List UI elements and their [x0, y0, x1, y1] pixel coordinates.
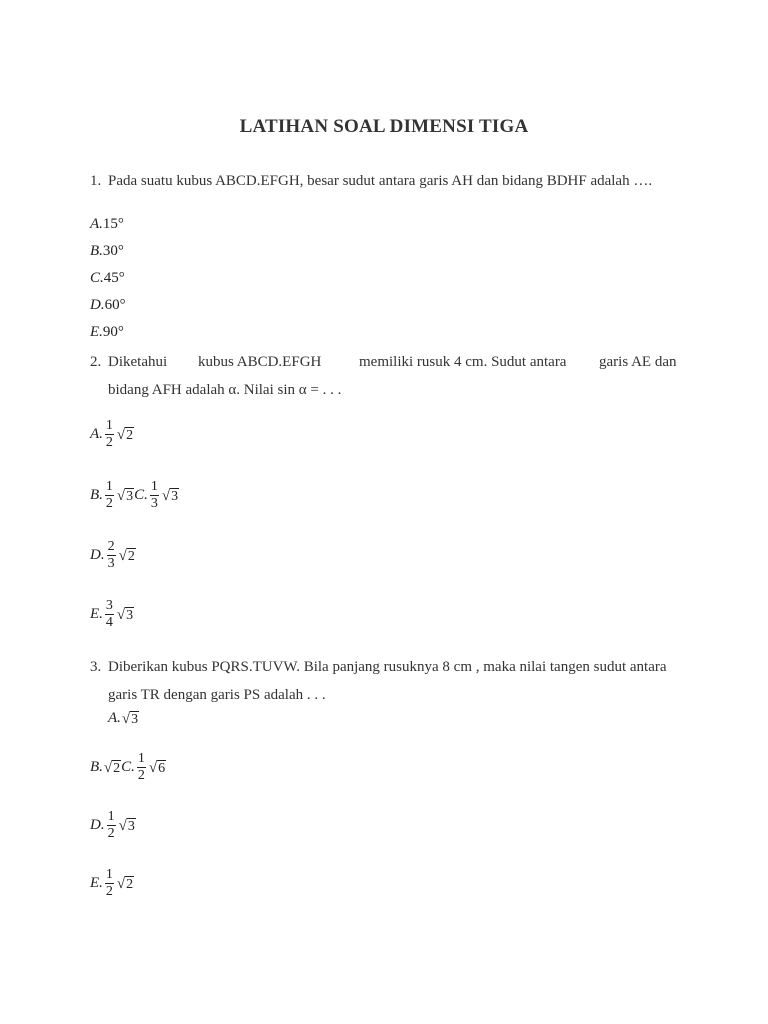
square-root: √ 3: [116, 487, 134, 504]
q2-option-e-letter: E.: [90, 606, 103, 622]
q1-option-b-letter: B.: [90, 243, 103, 259]
question-2-line-2: bidang AFH adalah α. Nilai sin α = . . .: [108, 382, 342, 398]
q2-line1-part-4: garis AE dan: [599, 354, 677, 370]
q1-option-e-value: 90°: [102, 324, 124, 340]
page-title: LATIHAN SOAL DIMENSI TIGA: [239, 116, 529, 137]
q2-option-c-letter: C.: [134, 487, 148, 503]
fraction: $\frac{1}{2}$: [137, 751, 145, 783]
q3-option-d: [90, 810, 136, 841]
q2-line1-part-1: Diketahui: [108, 354, 168, 370]
fraction: $\frac{1}{2}$: [105, 867, 113, 899]
q1-option-a-value: 15°: [102, 216, 124, 232]
square-root: √ 3: [116, 606, 134, 623]
question-2-line-1: [0, 352, 768, 372]
fraction: $\frac{1}{2}$: [105, 418, 113, 450]
q2-option-b-c: [90, 480, 179, 511]
fraction: $\frac{1}{2}$: [107, 809, 115, 841]
square-root: √ 3: [118, 817, 135, 834]
q1-option-e-letter: E.: [90, 324, 103, 340]
question-1-number: 1.: [90, 173, 102, 189]
fraction: $\frac{2}{3}$: [107, 539, 115, 571]
fraction: $\frac{1}{3}$: [150, 479, 158, 511]
q3-option-b-letter: B.: [90, 759, 103, 775]
q3-option-e-letter: E.: [90, 875, 103, 891]
q1-option-c: [90, 270, 125, 287]
square-root: √ 3: [161, 487, 179, 504]
question-2-number: 2.: [90, 354, 102, 370]
square-root: √ 3: [121, 710, 139, 727]
q1-option-b: [90, 243, 124, 260]
q3-option-a: [108, 710, 139, 727]
q3-option-c-letter: C.: [121, 759, 135, 775]
q2-option-d: [90, 540, 136, 571]
q1-option-e: [90, 324, 124, 341]
fraction: $\frac{1}{2}$: [105, 479, 113, 511]
square-root: √ 2: [103, 759, 121, 776]
q2-line1-part-3: memiliki rusuk 4 cm. Sudut antara: [359, 354, 567, 370]
q1-option-d-letter: D.: [90, 297, 105, 313]
fraction: $\frac{3}{4}$: [105, 598, 113, 630]
q3-option-b-c: [90, 752, 166, 783]
square-root: √ 2: [116, 426, 134, 443]
q2-option-d-letter: D.: [90, 547, 105, 563]
q2-option-e: [90, 599, 134, 630]
q3-option-d-letter: D.: [90, 817, 105, 833]
question-3-number: 3.: [90, 659, 102, 675]
q3-option-e: [90, 868, 134, 899]
q1-option-d: [90, 297, 126, 314]
q1-option-d-value: 60°: [104, 297, 126, 313]
question-3-line-1: Diberikan kubus PQRS.TUVW. Bila panjang rusuknya 8 cm , maka nilai tangen sudut antara: [108, 659, 667, 675]
q2-option-a-letter: A.: [90, 426, 103, 442]
q2-option-b-letter: B.: [90, 487, 103, 503]
q1-option-a: [90, 216, 124, 233]
q1-option-c-letter: C.: [90, 270, 104, 286]
question-1-text: Pada suatu kubus ABCD.EFGH, besar sudut antara garis AH dan bidang BDHF adalah ….: [108, 173, 653, 189]
square-root: √ 6: [148, 759, 166, 776]
q1-option-a-letter: A.: [90, 216, 103, 232]
q1-option-b-value: 30°: [102, 243, 124, 259]
q1-option-c-value: 45°: [103, 270, 125, 286]
question-3-line-2: garis TR dengan garis PS adalah . . .: [108, 687, 326, 703]
square-root: √ 2: [118, 547, 135, 564]
q3-option-a-letter: A.: [108, 710, 121, 727]
q2-line1-part-2: kubus ABCD.EFGH: [198, 354, 322, 370]
square-root: √ 2: [116, 875, 134, 892]
q2-option-a: [90, 419, 134, 450]
